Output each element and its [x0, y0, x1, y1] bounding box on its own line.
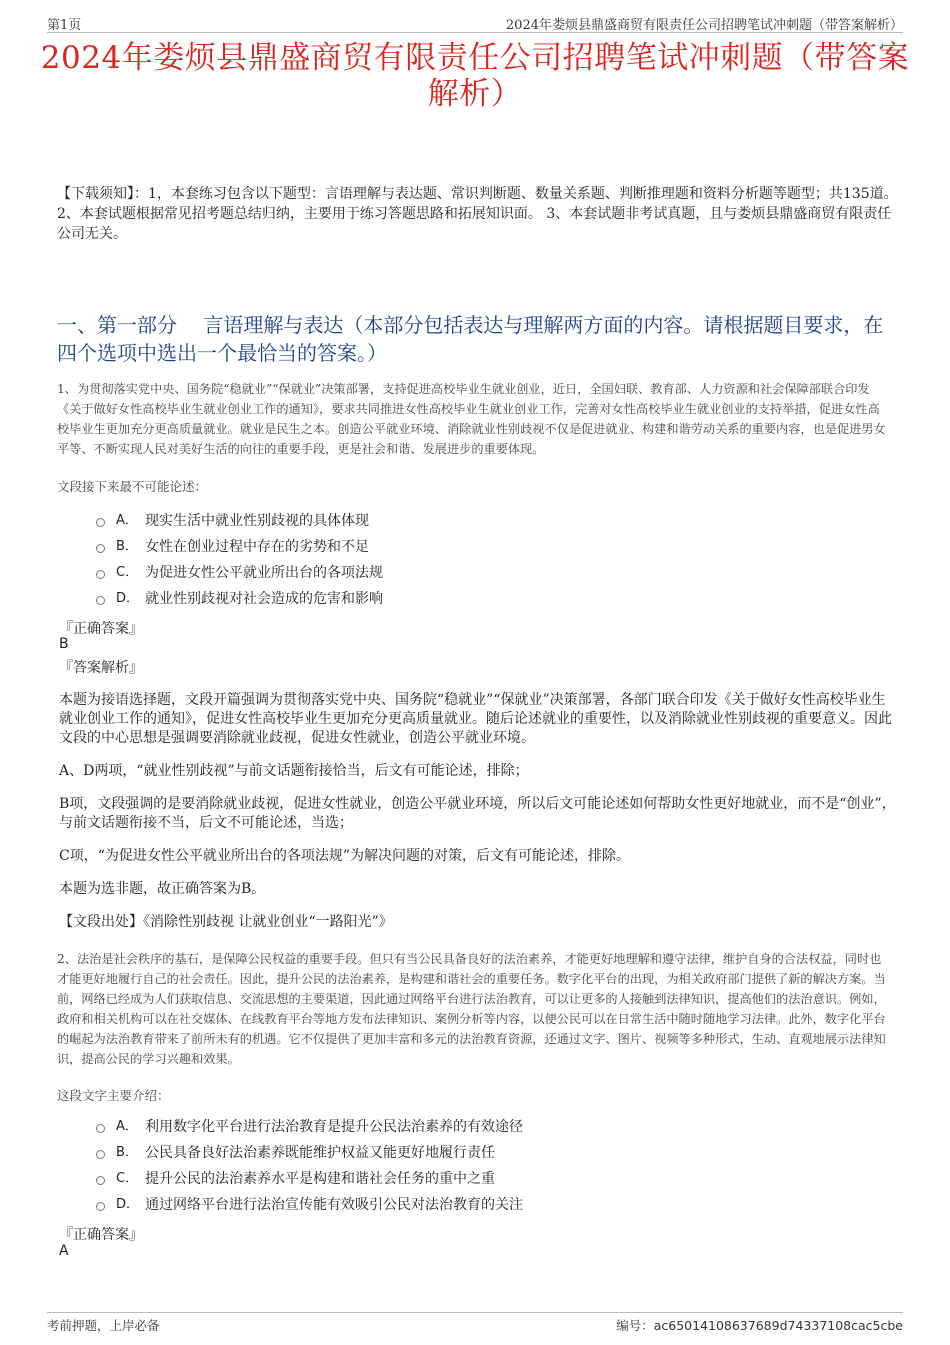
page-header: [47, 12, 903, 33]
answer-value: B: [59, 636, 69, 652]
radio-icon[interactable]: [96, 518, 105, 527]
header-doc-title: 2024年娄烦县鼎盛商贸有限责任公司招聘笔试冲刺题（带答案解析）: [505, 18, 903, 33]
answer-value: A: [59, 1243, 69, 1259]
answer-label: 『正确答案』: [59, 1227, 143, 1243]
page-number: 第1页: [47, 18, 82, 33]
question-2-prompt: 这段文字主要介绍：: [57, 1088, 170, 1103]
text-source: 【文段出处】《消除性别歧视 让就业创业“一路阳光”》: [59, 914, 393, 930]
footer-code: 编号：ac65014108637689d74337108cac5cbe: [616, 1318, 903, 1333]
analysis-paragraph: A、D两项，“就业性别歧视”与前文话题衔接恰当，后文有可能论述，排除；: [59, 763, 529, 779]
page-title: 2024年娄烦县鼎盛商贸有限责任公司招聘笔试冲刺题（带答案解析）: [40, 40, 910, 112]
analysis-paragraph: C项，“为促进女性公平就业所出台的各项法规”为解决问题的对策，后文有可能论述，排除。: [59, 848, 631, 864]
analysis-label: 『答案解析』: [59, 660, 143, 676]
analysis-paragraph: B项，文段强调的是要消除就业歧视，促进女性就业，创造公平就业环境，所以后文可能论述如何帮助女性更好地就业，而不是“创业”，与前文话题衔接不当，后文不可能论述，当选；: [59, 796, 896, 831]
radio-icon[interactable]: [96, 1176, 105, 1185]
download-notice: 【下载须知】：1，本套练习包含以下题型：言语理解与表达题、常识判断题、数量关系题、判断推理题和资料分析题等题型；共135道。 2、本套试题根据常见招考题总结归纳，主要用于练习答题思路和拓展知识面。 3、本套试题非考试真题，且与娄烦县鼎盛商贸有限责任公司无关。: [57, 186, 898, 242]
footer-slogan: 考前押题，上岸必备: [47, 1318, 160, 1333]
radio-icon[interactable]: [96, 1202, 105, 1211]
answer-label: 『正确答案』: [59, 621, 143, 637]
analysis-paragraph: 本题为接语选择题，文段开篇强调为贯彻落实党中央、国务院“稳就业”“保就业”决策部署，各部门联合印发《关于做好女性高校毕业生就业创业工作的通知》，促进女性高校毕业生更加充分更高质量就业。随后论述就业的重要性，以及消除就业性别歧视的重要意义。因此文段的中心思想是强调要消除就业歧视，促进女性就业，创造公平就业环境。: [59, 692, 892, 746]
radio-icon[interactable]: [96, 1124, 105, 1133]
analysis-paragraph: 本题为选非题，故正确答案为B。: [59, 881, 266, 897]
section-heading: 一、第一部分 言语理解与表达（本部分包括表达与理解两方面的内容。请根据题目要求，在四个选项中选出一个最恰当的答案。）: [57, 313, 884, 365]
radio-icon[interactable]: [96, 596, 105, 605]
radio-icon[interactable]: [96, 570, 105, 579]
question-1-text: 1、为贯彻落实党中央、国务院“稳就业”“保就业”决策部署，支持促进高校毕业生就业创业，近日，全国妇联、教育部、人力资源和社会保障部联合印发《关于做好女性高校毕业生就业创业工作的通知》，要求共同推进女性高校毕业生就业创业工作，完善对女性高校毕业生就业创业的支持举措，促进女性高校毕业生更加充分更高质量就业。就业是民生之本。创造公平就业环境、消除就业性别歧视不仅是促进就业、构建和谐劳动关系的重要内容，也是促进男女平等、不断实现人民对美好生活的向往的重要手段，更是社会和谐、发展进步的重要体现。: [57, 382, 886, 456]
question-1-prompt: 文段接下来最不可能论述：: [57, 479, 208, 494]
radio-icon[interactable]: [96, 544, 105, 553]
question-2-text: 2、法治是社会秩序的基石，是保障公民权益的重要手段。但只有当公民具备良好的法治素养，才能更好地理解和遵守法律，维护自身的合法权益，同时也才能更好地履行自己的社会责任。因此，提升公民的法治素养，是构建和谐社会的重要任务。数字化平台的出现，为相关政府部门提供了新的解决方案。当前，网络已经成为人们获取信息、交流思想的主要渠道，因此通过网络平台进行法治教育，可以让更多的人接触到法律知识，提高他们的法治意识。例如，政府和相关机构可以在社交媒体、在线教育平台等地方发布法律知识、案例分析等内容，以便公民可以在日常生活中随时随地学习法律。此外，数字化平台的崛起为法治教育带来了前所未有的机遇。它不仅提供了更加丰富和多元的法治教育资源，还通过文字、图片、视频等多种形式，生动、直观地展示法律知识，提高公民的学习兴趣和效果。: [57, 952, 886, 1066]
page-footer: [47, 1312, 903, 1335]
radio-icon[interactable]: [96, 1150, 105, 1159]
